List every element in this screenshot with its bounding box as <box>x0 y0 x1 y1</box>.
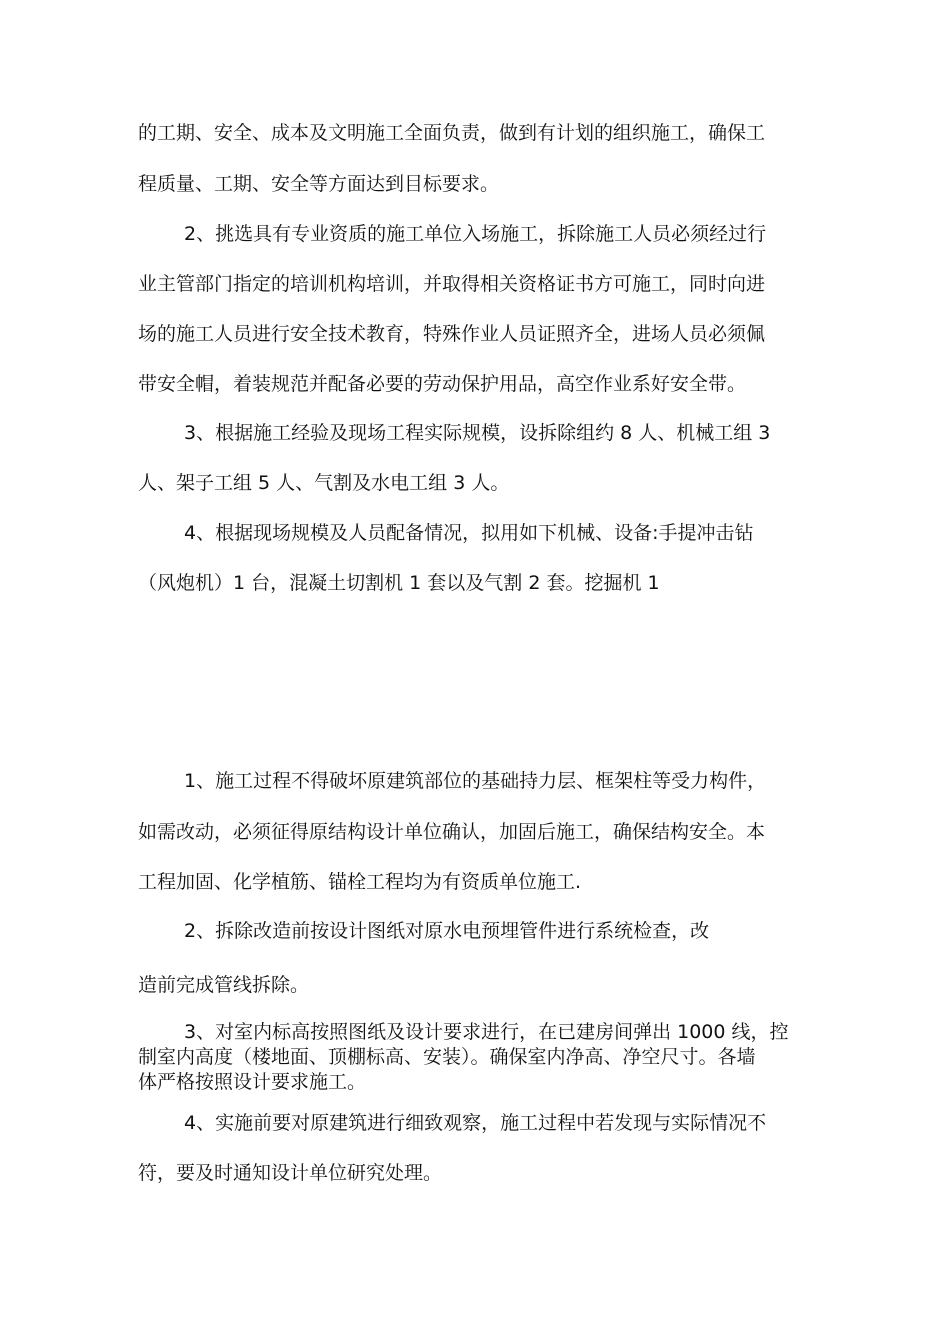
text-line: 4、根据现场规模及人员配备情况，拟用如下机械、设备:手提冲击钻 <box>184 522 754 544</box>
text-line: 如需改动，必须征得原结构设计单位确认，加固后施工，确保结构安全。本 <box>138 821 766 843</box>
text-line: 人、架子工组 5 人、气割及水电工组 3 人。 <box>138 472 510 494</box>
text-line: 3、根据施工经验及现场工程实际规模，设拆除组约 8 人、机械工组 3 <box>184 422 771 444</box>
text-line: 体严格按照设计要求施工。 <box>138 1071 367 1093</box>
text-line: 2、拆除改造前按设计图纸对原水电预埋管件进行系统检查，改 <box>184 920 710 942</box>
text-line: 工程加固、化学植筋、锚栓工程均为有资质单位施工. <box>138 871 582 893</box>
text-line: 制室内高度（楼地面、顶棚标高、安装）。确保室内净高、净空尺寸。各墙 <box>138 1046 756 1068</box>
text-line: 2、挑选具有专业资质的施工单位入场施工，拆除施工人员必须经过行 <box>184 223 767 245</box>
text-line: 1、施工过程不得破坏原建筑部位的基础持力层、框架柱等受力构件， <box>184 770 767 792</box>
text-line: 带安全帽，着装规范并配备必要的劳动保护用品，高空作业系好安全带。 <box>138 373 747 395</box>
text-line: 3、对室内标高按照图纸及设计要求进行，在已建房间弹出 1000 线，控 <box>184 1021 789 1043</box>
text-line: 4、实施前要对原建筑进行细致观察，施工过程中若发现与实际情况不 <box>184 1112 767 1134</box>
text-line: 程质量、工期、安全等方面达到目标要求。 <box>138 173 500 195</box>
text-line: 场的施工人员进行安全技术教育，特殊作业人员证照齐全，进场人员必须佩 <box>138 323 766 345</box>
text-line: 的工期、安全、成本及文明施工全面负责，做到有计划的组织施工，确保工 <box>138 122 766 144</box>
text-line: 业主管部门指定的培训机构培训，并取得相关资格证书方可施工，同时向进 <box>138 273 766 295</box>
text-line: 符，要及时通知设计单位研究处理。 <box>138 1162 443 1184</box>
text-line: （风炮机）1 台，混凝土切割机 1 套以及气割 2 套。挖掘机 1 <box>138 572 660 594</box>
text-line: 造前完成管线拆除。 <box>138 974 310 996</box>
